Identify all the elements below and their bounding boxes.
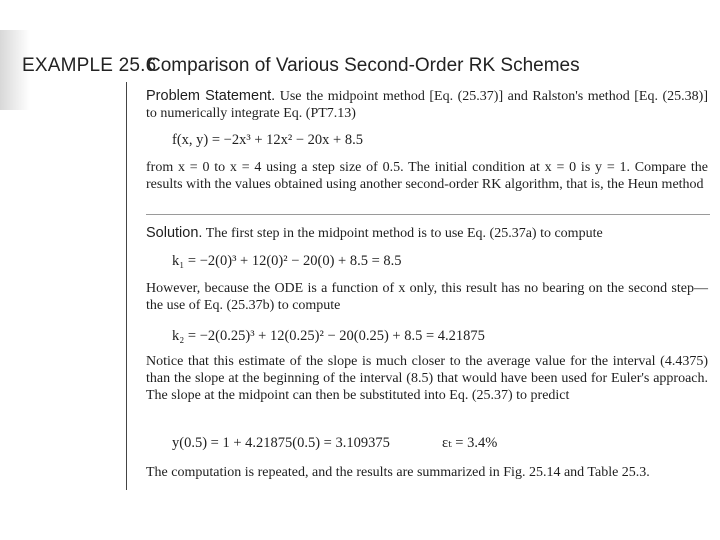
k1-equation: k₁ = −2(0)³ + 12(0)² − 20(0) + 8.5 = 8.5	[172, 253, 402, 269]
solution-paragraph-3: Notice that this estimate of the slope is much closer to the average value for the interval (4.4375) than the slope at the beginning of the interval (8.5) that would have been used for Euler's approach. The slope at the midpoint can then be substituted into Eq. (25.37) to predict	[146, 354, 708, 403]
problem-statement	[146, 88, 708, 123]
example-label: EXAMPLE 25.6	[22, 55, 157, 76]
problem-text: Use the midpoint method [Eq. (25.37)] and Ralston's method [Eq. (25.38)] to numerically integrate Eq. (PT7.13)	[146, 89, 708, 121]
solution-paragraph-2: However, because the ODE is a function of x only, this result has no bearing on the second step—the use of Eq. (25.37b) to compute	[146, 281, 708, 313]
k2-equation: k₂ = −2(0.25)³ + 12(0.25)² − 20(0.25) + 8.5 = 4.21875	[172, 328, 485, 344]
error-equation: εₜ = 3.4%	[442, 435, 498, 451]
left-margin-rule	[126, 82, 127, 490]
solution-heading: Solution.	[146, 225, 203, 241]
ode-equation: f(x, y) = −2x³ + 12x² − 20x + 8.5	[172, 132, 363, 148]
example-title: Comparison of Various Second-Order RK Schemes	[147, 55, 580, 76]
problem-continuation: from x = 0 to x = 4 using a step size of 0.5. The initial condition at x = 0 is y = 1. Compare the results with the values obtained using another second-order RK algorithm, that is, the Heun method	[146, 160, 708, 192]
solution-intro	[146, 225, 708, 243]
problem-heading: Problem Statement.	[146, 88, 276, 104]
section-separator	[146, 214, 710, 215]
example-header	[0, 52, 720, 80]
solution-conclusion: The computation is repeated, and the results are summarized in Fig. 25.14 and Table 25.3.	[146, 465, 650, 480]
solution-text: The first step in the midpoint method is to use Eq. (25.37a) to compute	[205, 226, 603, 241]
y-equation: y(0.5) = 1 + 4.21875(0.5) = 3.109375	[172, 435, 390, 451]
